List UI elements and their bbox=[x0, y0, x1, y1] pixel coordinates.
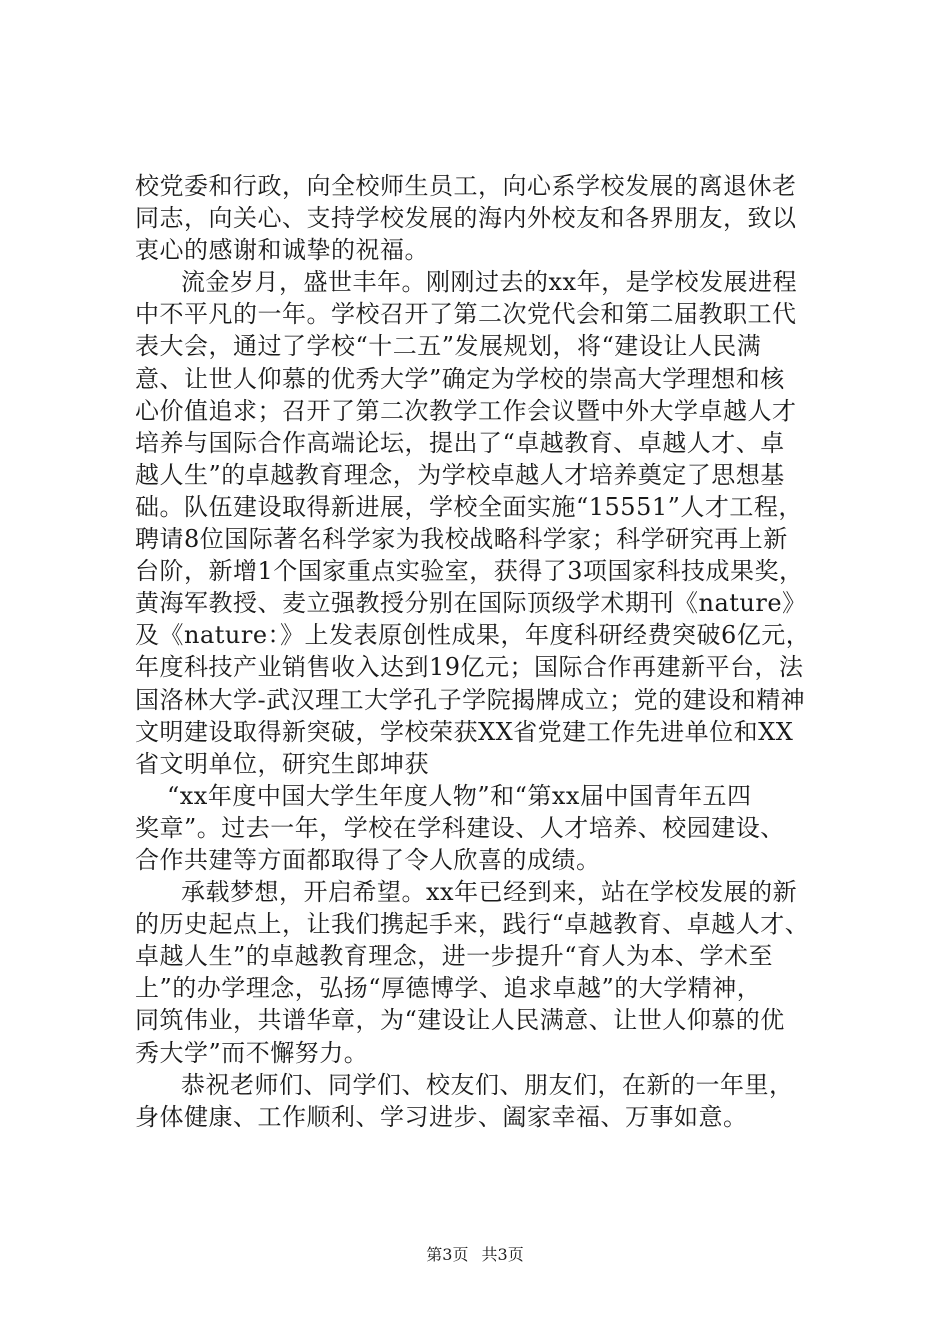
text-line: 校党委和行政，向全校师生员工，向心系学校发展的离退休老 bbox=[135, 172, 797, 200]
text-line: 奖章”。过去一年，学校在学科建设、人才培养、校园建设、 bbox=[135, 813, 785, 842]
text-line: 的历史起点上，让我们携起手来，践行“卓越教育、卓越人才、 bbox=[135, 910, 810, 939]
body-text bbox=[135, 170, 835, 1133]
text-line: 意、让世人仰慕的优秀大学”确定为学校的崇高大学理想和核 bbox=[135, 364, 785, 393]
text-line: 及《nature：》上发表原创性成果，年度科研经费突破6亿元， bbox=[135, 621, 811, 650]
paragraph-start-line: “xx年度中国大学生年度人物”和“第xx届中国青年五四 bbox=[167, 781, 752, 810]
text-line: 省文明单位，研究生郎坤获 bbox=[135, 749, 429, 778]
text-line: 表大会，通过了学校“十二五”发展规划，将“建设让人民满 bbox=[135, 332, 762, 361]
text-line: 卓越人生”的卓越教育理念，进一步提升“育人为本、学术至 bbox=[135, 942, 774, 971]
paragraph-start-line: 恭祝老师们、同学们、校友们、朋友们，在新的一年里， bbox=[181, 1070, 794, 1099]
text-line: 黄海军教授、麦立强教授分别在国际顶级学术期刊《nature》 bbox=[135, 589, 807, 618]
text-line: 上”的办学理念，弘扬“厚德博学、追求卓越”的大学精神， bbox=[135, 974, 762, 1003]
text-line: 国洛林大学-武汉理工大学孔子学院揭牌成立；党的建设和精神 bbox=[135, 685, 806, 714]
text-line: 中不平凡的一年。学校召开了第二次党代会和第二届教职工代 bbox=[135, 300, 797, 329]
page-number-total: 共3页 bbox=[481, 1245, 524, 1264]
page-number-current: 第3页 bbox=[426, 1245, 469, 1264]
text-line: 心价值追求；召开了第二次教学工作会议暨中外大学卓越人才 bbox=[135, 396, 797, 425]
paragraph-start-line: 流金岁月，盛世丰年。刚刚过去的xx年，是学校发展进程 bbox=[181, 268, 798, 297]
page-footer bbox=[0, 1245, 950, 1265]
text-line: 同志，向关心、支持学校发展的海内外校友和各界朋友，致以 bbox=[135, 204, 797, 233]
text-line: 衷心的感谢和诚挚的祝福。 bbox=[135, 236, 429, 265]
text-line: 秀大学”而不懈努力。 bbox=[135, 1038, 369, 1067]
text-line: 聘请8位国际著名科学家为我校战略科学家；科学研究再上新 bbox=[135, 525, 788, 554]
text-line: 础。队伍建设取得新进展，学校全面实施“15551”人才工程， bbox=[135, 492, 803, 521]
text-line: 越人生”的卓越教育理念，为学校卓越人才培养奠定了思想基 bbox=[135, 460, 785, 489]
text-line: 培养与国际合作高端论坛，提出了“卓越教育、卓越人才、卓 bbox=[135, 428, 785, 457]
text-line: 身体健康、工作顺利、学习进步、阖家幸福、万事如意。 bbox=[135, 1102, 748, 1131]
paragraph-start-line: 承载梦想，开启希望。xx年已经到来，站在学校发展的新 bbox=[181, 878, 798, 907]
text-line: 合作共建等方面都取得了令人欣喜的成绩。 bbox=[135, 845, 601, 874]
text-line: 台阶，新增1个国家重点实验室，获得了3项国家科技成果奖， bbox=[135, 557, 804, 586]
text-line: 年度科技产业销售收入达到19亿元；国际合作再建新平台，法 bbox=[135, 653, 804, 682]
text-line: 文明建设取得新突破，学校荣获XX省党建工作先进单位和XX bbox=[135, 717, 794, 746]
text-line: 同筑伟业，共谱华章，为“建设让人民满意、让世人仰慕的优 bbox=[135, 1006, 785, 1035]
